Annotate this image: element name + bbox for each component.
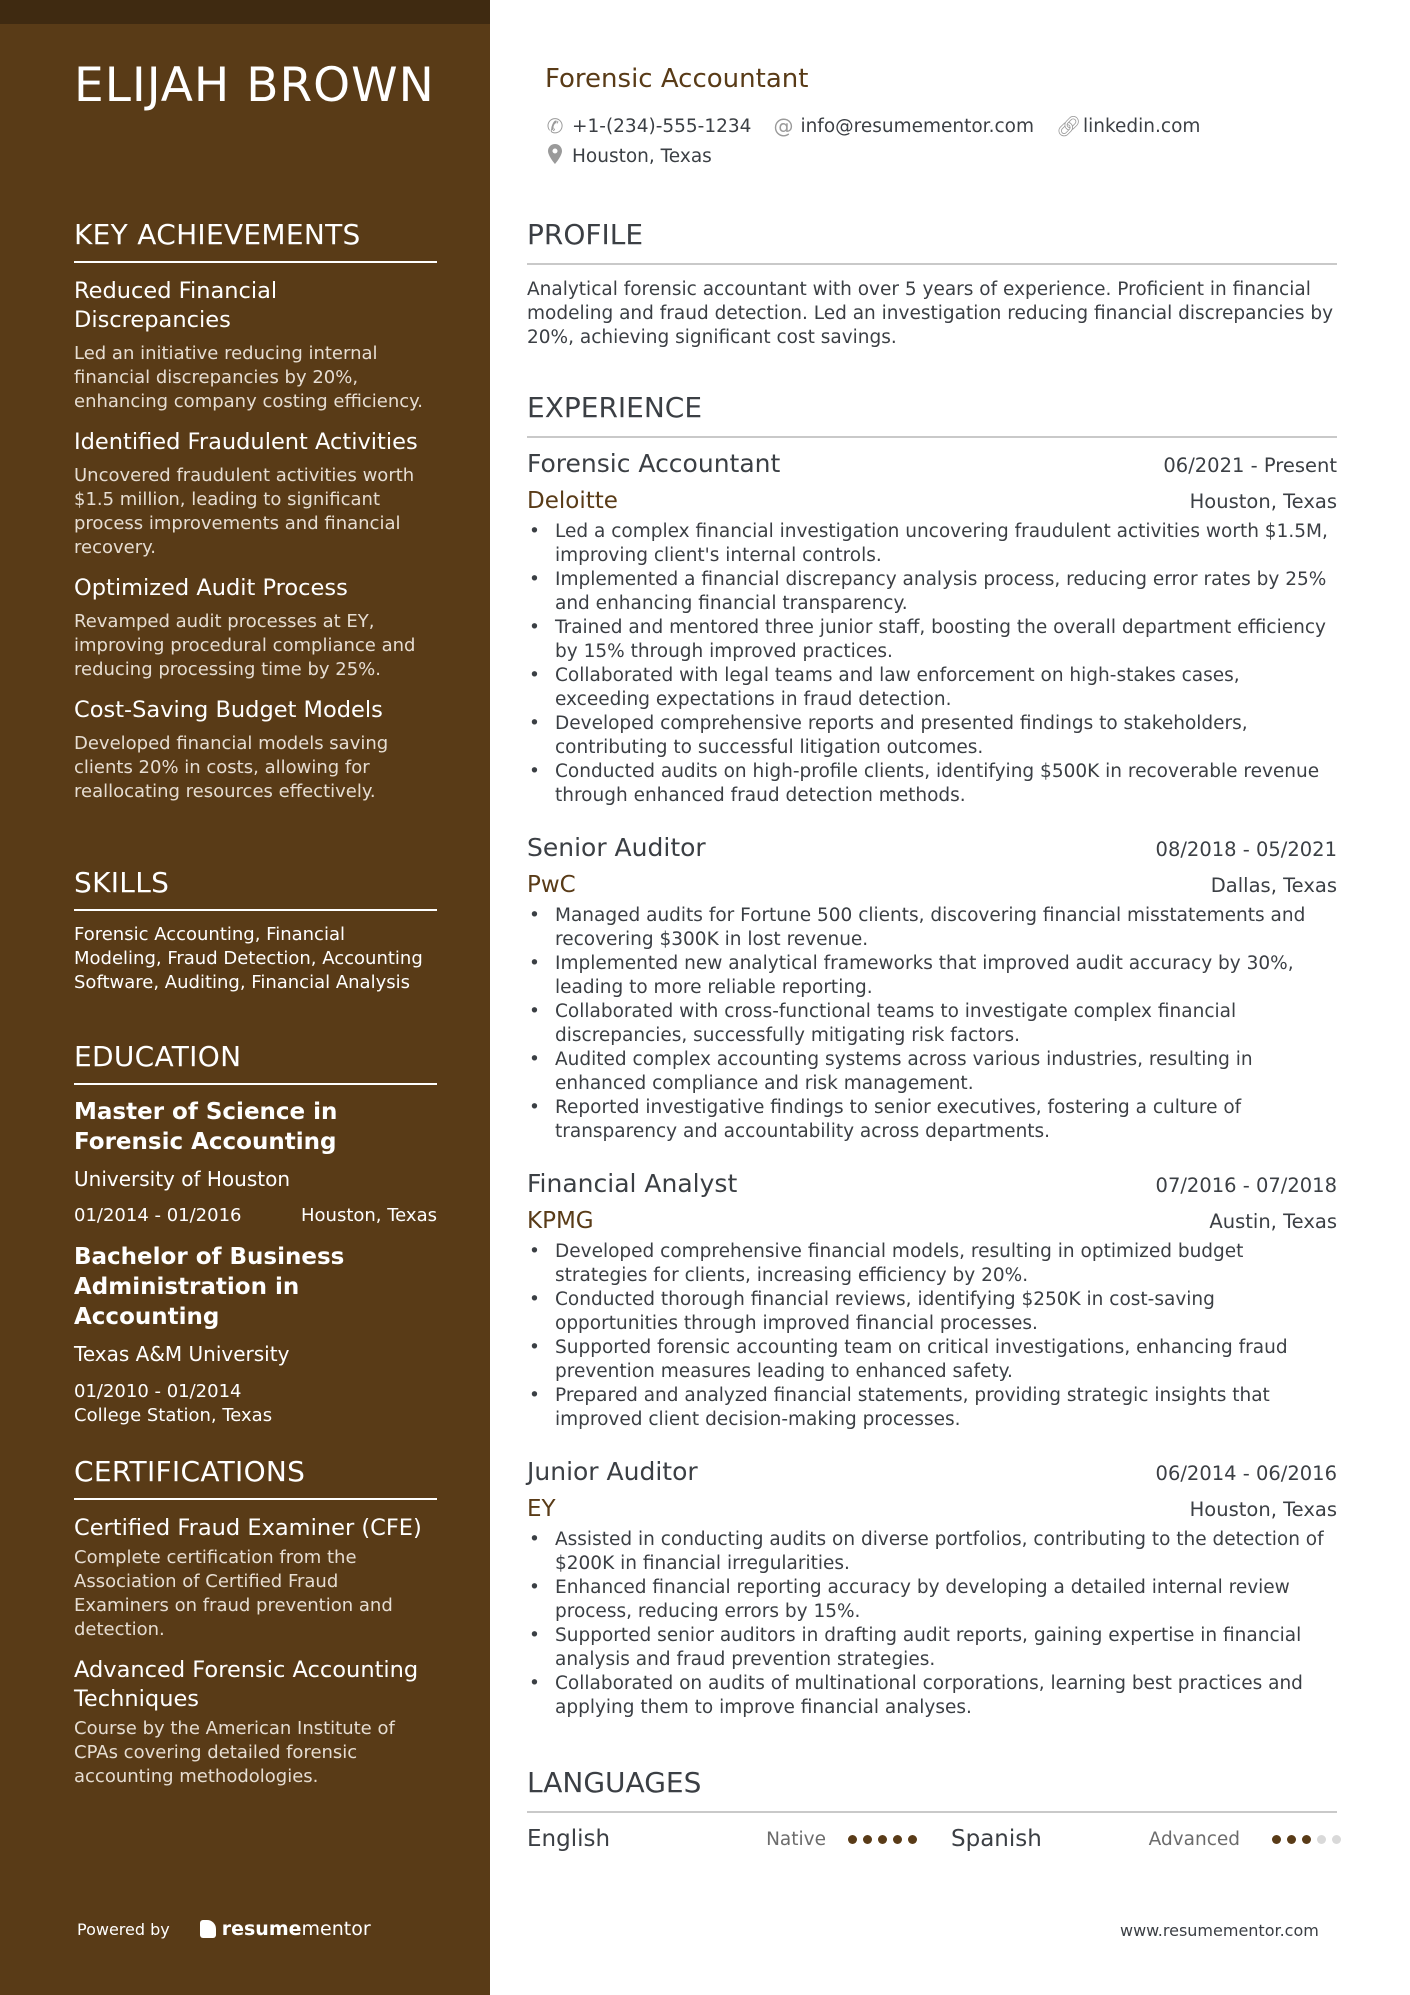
job-role: Junior Auditor — [527, 1457, 698, 1486]
at-icon: @ — [773, 114, 794, 138]
education-item — [74, 1242, 437, 1428]
education-location: Houston, Texas — [300, 1205, 437, 1226]
achievement-item — [74, 277, 437, 414]
headline-title: Forensic Accountant — [545, 64, 809, 94]
language-name: Spanish — [951, 1826, 1042, 1852]
languages-heading: LANGUAGES — [527, 1766, 1337, 1813]
achievement-desc: Led an initiative reducing internal financial discrepancies by 20%, enhancing company costing efficiency. — [74, 343, 423, 412]
job-entry — [527, 1169, 1337, 1432]
certification-desc: Complete certification from the Association of Certified Fraud Examiners on fraud prevention and detection. — [74, 1547, 393, 1640]
language-name: English — [527, 1826, 611, 1852]
certification-title: Advanced Forensic Accounting Techniques — [74, 1657, 419, 1712]
job-bullet: • Supported senior auditors in drafting audit reports, gaining expertise in financial analysis and fraud prevention strategies. — [527, 1624, 1337, 1672]
rating-dot-filled — [1272, 1835, 1281, 1844]
job-bullets — [527, 904, 1337, 1144]
job-dates: 06/2014 - 06/2016 — [1155, 1462, 1337, 1485]
resumementor-logo-icon — [200, 1920, 216, 1938]
job-bullet: • Conducted thorough financial reviews, identifying $250K in cost-saving opportunities through improved financial processes. — [527, 1288, 1337, 1336]
job-bullet: • Assisted in conducting audits on diverse portfolios, contributing to the detection of $200K in financial irregularities. — [527, 1528, 1337, 1576]
job-location: Houston, Texas — [1189, 490, 1337, 513]
rating-dot-filled — [908, 1835, 917, 1844]
certification-desc: Course by the American Institute of CPAs covering detailed forensic accounting methodologies. — [74, 1718, 395, 1787]
job-bullet: • Implemented new analytical frameworks that improved audit accuracy by 30%, leading to more reliable reporting. — [527, 952, 1337, 1000]
job-bullet: • Audited complex accounting systems across various industries, resulting in enhanced compliance and risk management. — [527, 1048, 1337, 1096]
contact-location — [545, 144, 712, 169]
education-school: University of Houston — [74, 1167, 291, 1191]
achievement-desc: Developed financial models saving clients 20% in costs, allowing for reallocating resources effectively. — [74, 733, 389, 802]
profile-summary: Analytical forensic accountant with over 5 years of experience. Proficient in financial modeling and fraud detection. Led an investigation reducing financial discrepancies by 20%, achieving significant cost savings. — [527, 279, 1334, 348]
achievement-title: Cost-Saving Budget Models — [74, 697, 383, 723]
powered-by — [77, 1918, 371, 1940]
job-bullet: • Supported forensic accounting team on critical investigations, enhancing fraud prevention measures leading to enhanced safety. — [527, 1336, 1337, 1384]
certifications-section — [74, 1455, 437, 1789]
sidebar-top-band — [0, 0, 490, 24]
phone-text: +1-(234)-555-1234 — [572, 115, 752, 137]
education-degree: Bachelor of Business Administration in Accounting — [74, 1244, 345, 1330]
job-role: Senior Auditor — [527, 833, 706, 862]
job-role: Forensic Accountant — [527, 449, 781, 478]
job-bullet: • Developed comprehensive reports and presented findings to stakeholders, contributing to successful litigation outcomes. — [527, 712, 1337, 760]
language-item-english — [527, 1826, 917, 1852]
skills-heading: SKILLS — [74, 866, 437, 911]
education-school: Texas A&M University — [74, 1342, 290, 1366]
job-company: PwC — [527, 872, 576, 898]
education-heading: EDUCATION — [74, 1040, 437, 1085]
achievement-title: Identified Fraudulent Activities — [74, 429, 418, 455]
linkedin-text: linkedin.com — [1082, 115, 1201, 137]
language-rating — [1266, 1835, 1341, 1844]
rating-dot-filled — [863, 1835, 872, 1844]
certification-item — [74, 1514, 437, 1642]
job-bullet: • Implemented a financial discrepancy analysis process, reducing error rates by 25% and enhancing financial transparency. — [527, 568, 1337, 616]
job-bullets — [527, 520, 1337, 808]
job-role: Financial Analyst — [527, 1169, 738, 1198]
achievements-section — [74, 218, 437, 804]
candidate-name: ELIJAH BROWN — [74, 58, 435, 113]
brand-logo[interactable] — [200, 1918, 371, 1940]
link-icon: 🔗︎ — [1055, 114, 1082, 138]
certification-item — [74, 1656, 437, 1789]
achievement-title: Reduced Financial Discrepancies — [74, 278, 278, 333]
job-location: Houston, Texas — [1189, 1498, 1337, 1521]
job-dates: 07/2016 - 07/2018 — [1155, 1174, 1337, 1197]
brand-bold: resume — [221, 1918, 302, 1940]
contact-linkedin[interactable] — [1056, 114, 1200, 138]
certifications-heading: CERTIFICATIONS — [74, 1455, 437, 1500]
job-bullet: • Collaborated on audits of multinational corporations, learning best practices and applying them to improve financial analyses. — [527, 1672, 1337, 1720]
job-entry — [527, 449, 1337, 808]
language-item-spanish — [951, 1826, 1341, 1852]
job-location: Austin, Texas — [1209, 1210, 1337, 1233]
experience-heading: EXPERIENCE — [527, 391, 1337, 438]
job-bullet: • Developed comprehensive financial models, resulting in optimized budget strategies for clients, increasing efficiency by 20%. — [527, 1240, 1337, 1288]
achievement-desc: Uncovered fraudulent activities worth $1.5 million, leading to significant process improvements and financial recovery. — [74, 465, 415, 558]
rating-dot-filled — [893, 1835, 902, 1844]
job-bullet: • Enhanced financial reporting accuracy by developing a detailed internal review process, reducing errors by 15%. — [527, 1576, 1337, 1624]
location-pin-icon — [545, 144, 565, 169]
job-bullets — [527, 1528, 1337, 1720]
job-bullet: • Prepared and analyzed financial statements, providing strategic insights that improved client decision-making processes. — [527, 1384, 1337, 1432]
education-degree: Master of Science in Forensic Accounting — [74, 1099, 338, 1155]
job-bullet: • Collaborated with cross-functional teams to investigate complex financial discrepancies, successfully mitigating risk factors. — [527, 1000, 1337, 1048]
job-bullet: • Led a complex financial investigation uncovering fraudulent activities worth $1.5M, improving client's internal controls. — [527, 520, 1337, 568]
achievement-item — [74, 428, 437, 560]
job-company: Deloitte — [527, 488, 618, 514]
job-bullet: • Conducted audits on high-profile clients, identifying $500K in recoverable revenue through enhanced fraud detection methods. — [527, 760, 1337, 808]
job-company: EY — [527, 1496, 556, 1522]
education-meta — [74, 1205, 437, 1226]
job-bullets — [527, 1240, 1337, 1432]
job-bullet: • Trained and mentored three junior staff, boosting the overall department efficiency by 15% through improved practices. — [527, 616, 1337, 664]
language-level: Native — [766, 1828, 826, 1850]
profile-heading: PROFILE — [527, 218, 1337, 265]
achievement-title: Optimized Audit Process — [74, 575, 348, 601]
job-bullet: • Managed audits for Fortune 500 clients, discovering financial misstatements and recovering $300K in lost revenue. — [527, 904, 1337, 952]
phone-icon: ✆ — [546, 114, 564, 138]
certification-title: Certified Fraud Examiner (CFE) — [74, 1515, 422, 1541]
rating-dot-filled — [1302, 1835, 1311, 1844]
job-dates: 08/2018 - 05/2021 — [1155, 838, 1337, 861]
skills-section — [74, 866, 437, 995]
rating-dot-empty — [1317, 1835, 1326, 1844]
skills-list: Forensic Accounting, Financial Modeling, Fraud Detection, Accounting Software, Auditing, Financial Analysis — [74, 924, 423, 993]
job-company: KPMG — [527, 1208, 594, 1234]
achievements-heading: KEY ACHIEVEMENTS — [74, 218, 437, 263]
powered-by-label: Powered by — [77, 1919, 170, 1939]
rating-dot-filled — [878, 1835, 887, 1844]
footer-url[interactable]: www.resumementor.com — [1120, 1921, 1319, 1940]
job-entry — [527, 1457, 1337, 1720]
achievement-item — [74, 574, 437, 682]
rating-dot-filled — [1287, 1835, 1296, 1844]
contact-info — [545, 111, 1305, 171]
education-meta — [74, 1380, 437, 1428]
language-rating — [842, 1835, 917, 1844]
rating-dot-filled — [848, 1835, 857, 1844]
job-bullet: • Reported investigative findings to senior executives, fostering a culture of transparency and accountability across departments. — [527, 1096, 1337, 1144]
job-dates: 06/2021 - Present — [1163, 454, 1337, 477]
contact-phone[interactable] — [545, 114, 751, 138]
achievement-desc: Revamped audit processes at EY, improving procedural compliance and reducing processing time by 25%. — [74, 611, 416, 680]
location-text: Houston, Texas — [572, 145, 712, 167]
education-dates: 01/2010 - 01/2014 — [74, 1381, 242, 1402]
job-entry — [527, 833, 1337, 1144]
job-bullet: • Collaborated with legal teams and law enforcement on high-stakes cases, exceeding expectations in fraud detection. — [527, 664, 1337, 712]
education-location: College Station, Texas — [74, 1405, 273, 1426]
education-section — [74, 1040, 437, 1428]
rating-dot-empty — [1332, 1835, 1341, 1844]
brand-light: mentor — [301, 1918, 371, 1940]
email-text: info@resumementor.com — [800, 115, 1034, 137]
education-item — [74, 1097, 437, 1226]
language-level: Advanced — [1148, 1828, 1240, 1850]
achievement-item — [74, 696, 437, 804]
contact-email[interactable] — [773, 114, 1034, 138]
job-location: Dallas, Texas — [1210, 874, 1337, 897]
education-dates: 01/2014 - 01/2016 — [74, 1205, 242, 1226]
